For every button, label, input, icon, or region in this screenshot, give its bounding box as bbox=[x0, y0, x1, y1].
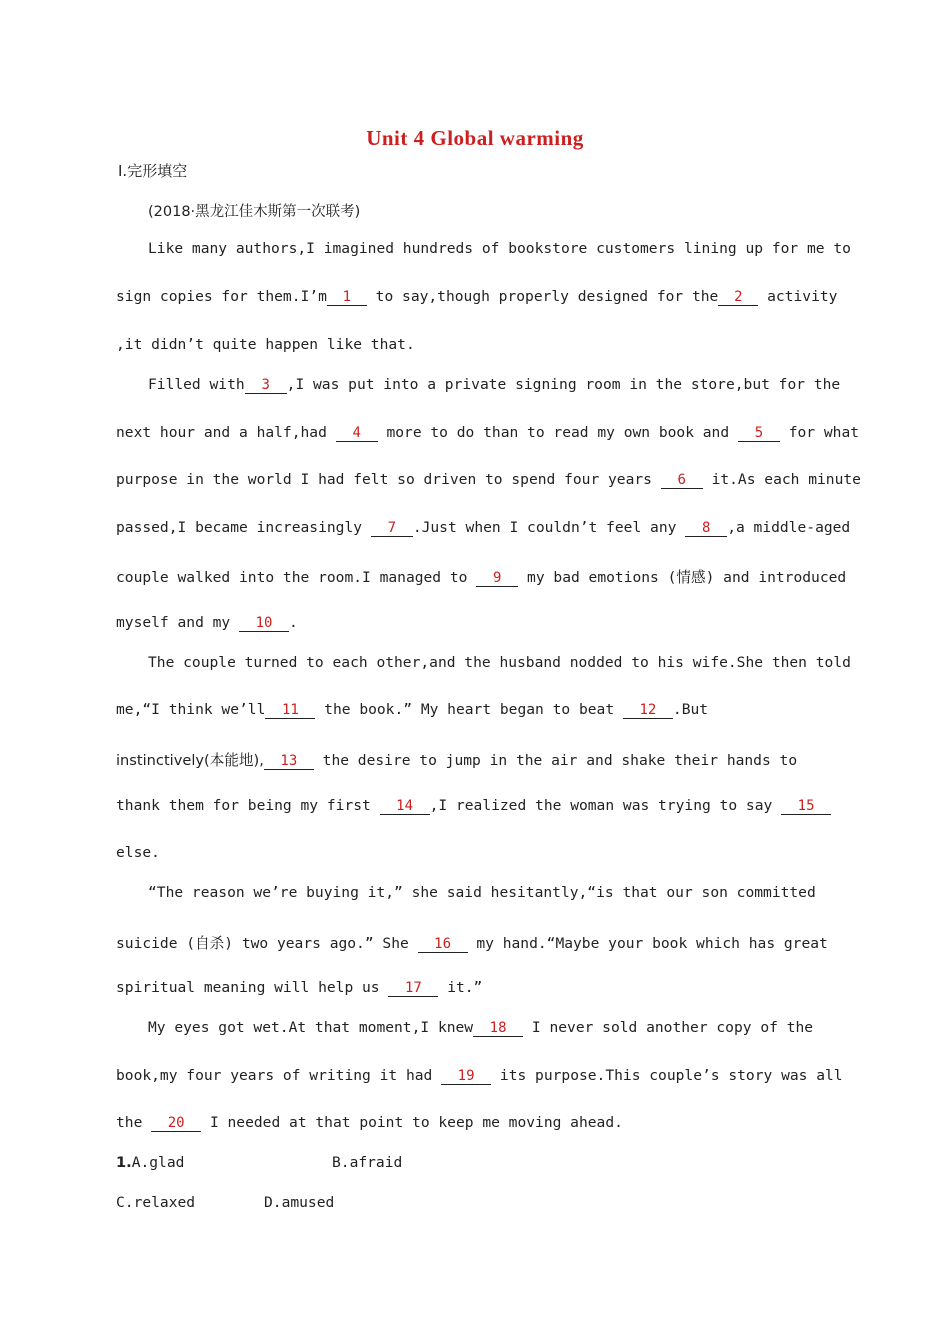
question-1 bbox=[116, 1154, 184, 1171]
blank-18[interactable]: 18 bbox=[473, 1020, 523, 1037]
passage-line: Like many authors,I imagined hundreds of bookstore customers lining up for me to bbox=[148, 240, 851, 257]
blank-20[interactable]: 20 bbox=[151, 1115, 201, 1132]
passage-line: thank them for being my first 14 ,I realized the woman was trying to say 15 bbox=[116, 797, 831, 815]
blank-9[interactable]: 9 bbox=[476, 570, 518, 587]
blank-4[interactable]: 4 bbox=[336, 425, 378, 442]
passage-line: The couple turned to each other,and the husband nodded to his wife.She then told bbox=[148, 654, 851, 671]
question-number: 1. bbox=[116, 1154, 132, 1171]
passage-line: couple walked into the room.I managed to 9 my bad emotions (情感) and introduced bbox=[116, 569, 847, 586]
option-a[interactable]: A.glad bbox=[131, 1154, 185, 1171]
passage-line: the 20 I needed at that point to keep me moving ahead. bbox=[116, 1114, 623, 1131]
source-note: (2018·黑龙江佳木斯第一次联考) bbox=[148, 204, 361, 220]
passage-line: else. bbox=[116, 844, 160, 861]
blank-5[interactable]: 5 bbox=[738, 425, 780, 442]
option-b[interactable]: B.afraid bbox=[332, 1154, 403, 1171]
section-heading: Ⅰ.完形填空 bbox=[118, 162, 188, 180]
blank-14[interactable]: 14 bbox=[380, 798, 430, 815]
passage-line: me,“I think we’ll 11 the book.” My heart began to beat 12 .But bbox=[116, 701, 709, 718]
passage-line: passed,I became increasingly 7 .Just when I couldn’t feel any 8 ,a middle-aged bbox=[116, 519, 851, 536]
passage-line: instinctively(本能地), 13 the desire to jump in the air and shake their hands to bbox=[116, 752, 798, 769]
blank-8[interactable]: 8 bbox=[685, 520, 727, 537]
passage-line: book,my four years of writing it had 19 its purpose.This couple’s story was all bbox=[116, 1067, 843, 1084]
blank-7[interactable]: 7 bbox=[371, 520, 413, 537]
passage-line: next hour and a half,had 4 more to do than to read my own book and 5 for what bbox=[116, 424, 860, 441]
passage-line: ,it didn’t quite happen like that. bbox=[116, 336, 415, 353]
option-d[interactable]: D.amused bbox=[264, 1194, 335, 1211]
passage-line: purpose in the world I had felt so driven to spend four years 6 it.As each minute bbox=[116, 471, 861, 488]
passage-line: suicide (自杀) two years ago.” She 16 my hand.“Maybe your book which has great bbox=[116, 935, 828, 952]
page-title: Unit 4 Global warming bbox=[366, 126, 584, 150]
blank-16[interactable]: 16 bbox=[418, 936, 468, 953]
passage-line: Filled with 3 ,I was put into a private signing room in the store,but for the bbox=[148, 376, 841, 393]
blank-11[interactable]: 11 bbox=[265, 702, 315, 719]
blank-6[interactable]: 6 bbox=[661, 472, 703, 489]
blank-13[interactable]: 13 bbox=[264, 753, 314, 770]
blank-1[interactable]: 1 bbox=[327, 289, 367, 306]
blank-17[interactable]: 17 bbox=[388, 980, 438, 997]
passage-line: spiritual meaning will help us 17 it.” bbox=[116, 979, 483, 996]
blank-15[interactable]: 15 bbox=[781, 798, 831, 815]
option-c[interactable]: C.relaxed bbox=[116, 1194, 196, 1211]
passage-line: My eyes got wet.At that moment,I knew 18 I never sold another copy of the bbox=[148, 1019, 814, 1036]
passage-line: sign copies for them.I’m 1 to say,though properly designed for the 2 activity bbox=[116, 288, 838, 305]
passage-line: “The reason we’re buying it,” she said hesitantly,“is that our son committed bbox=[148, 884, 816, 901]
blank-3[interactable]: 3 bbox=[245, 377, 287, 394]
blank-12[interactable]: 12 bbox=[623, 702, 673, 719]
passage-line: myself and my 10 . bbox=[116, 614, 298, 631]
blank-19[interactable]: 19 bbox=[441, 1068, 491, 1085]
blank-10[interactable]: 10 bbox=[239, 615, 289, 632]
blank-2[interactable]: 2 bbox=[718, 289, 758, 306]
